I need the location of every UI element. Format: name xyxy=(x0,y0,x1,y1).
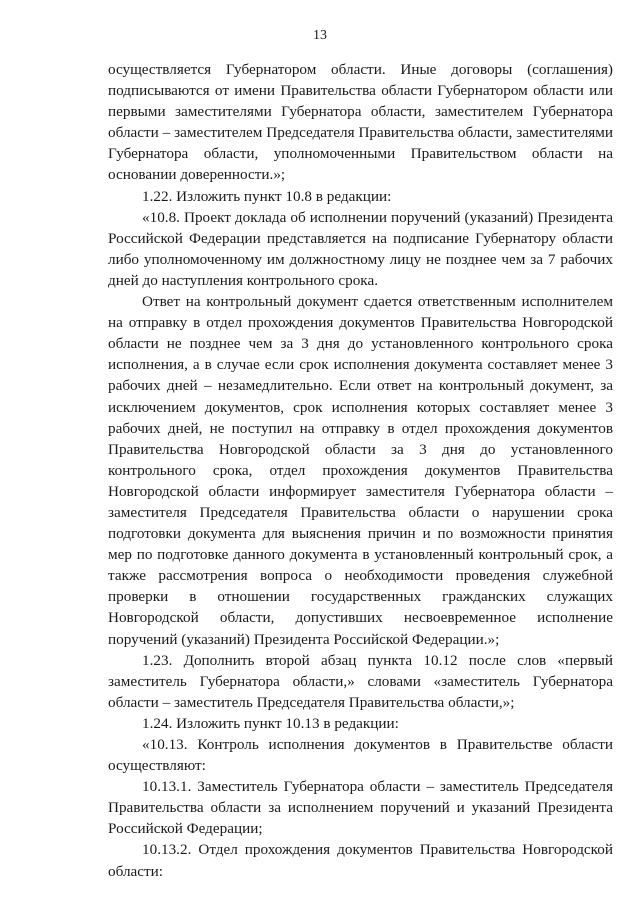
page-number: 13 xyxy=(313,28,327,43)
paragraph-10-13: «10.13. Контроль исполнения документов в Правительстве области осуществляют: xyxy=(108,736,613,775)
paragraph-10-13-2: 10.13.2. Отдел прохождения документов Правительства Новгородской области: xyxy=(108,841,613,880)
paragraph-10-13-1: 10.13.1. Заместитель Губернатора области – заместитель Председателя Правительства области за исполнением поручений и указаний Президента Российской Федерации; xyxy=(108,778,613,838)
paragraph-control-answer: Ответ на контрольный документ сдается ответственным исполнителем на отправку в отдел прохождения документов Правительства Новгородской области не позднее чем за 3 дня до установленного контрольного срока исполнения, а в случае если срок исполнения документа составляет менее 3 рабочих дней – незамедлительно. Если ответ на контрольный документ, за исключением документов, срок исполнения которых составляет менее 3 рабочих дней, не поступил на отправку в отдел прохождения документов Правительства Новгородской области за 3 дня до установленного контрольного срока, отдел прохождения документов Правительства Новгородской области информирует заместителя Губернатора области – заместителя Председателя Правительства области о нарушении срока подготовки документа для выяснения причин и по возможности принятия мер по подготовке данного документа в установленный контрольный срок, а также рассмотрения вопроса о необходимости проведения служебной проверки в отношении государственных гражданских служащих Новгородской области, допустивших несвоевременное исполнение поручений (указаний) Президента Российской Федерации.»; xyxy=(108,293,613,648)
document-body xyxy=(108,59,613,882)
paragraph-item-1-23: 1.23. Дополнить второй абзац пункта 10.12 после слов «первый заместитель Губернатора области,» словами «заместитель Губернатора области – заместитель Председателя Правительства области,»; xyxy=(108,651,613,711)
paragraph-item-1-22: 1.22. Изложить пункт 10.8 в редакции: xyxy=(142,187,392,205)
paragraph-item-1-24: 1.24. Изложить пункт 10.13 в редакции: xyxy=(142,714,399,732)
paragraph-10-8: «10.8. Проект доклада об исполнении поручений (указаний) Президента Российской Федерации представляется на подписание Губернатору области либо уполномоченному им должностному лицу не позднее чем за 7 рабочих дней до наступления контрольного срока. xyxy=(108,208,613,289)
paragraph-continuation: осуществляется Губернатором области. Иные договоры (соглашения) подписываются от имени Правительства области Губернатором области или первыми заместителями Губернатора области, заместителем Губернатора области – заместителем Председателя Правительства области, заместителями Губернатора области, уполномоченными Правительством области на основании доверенности.»; xyxy=(108,61,613,184)
